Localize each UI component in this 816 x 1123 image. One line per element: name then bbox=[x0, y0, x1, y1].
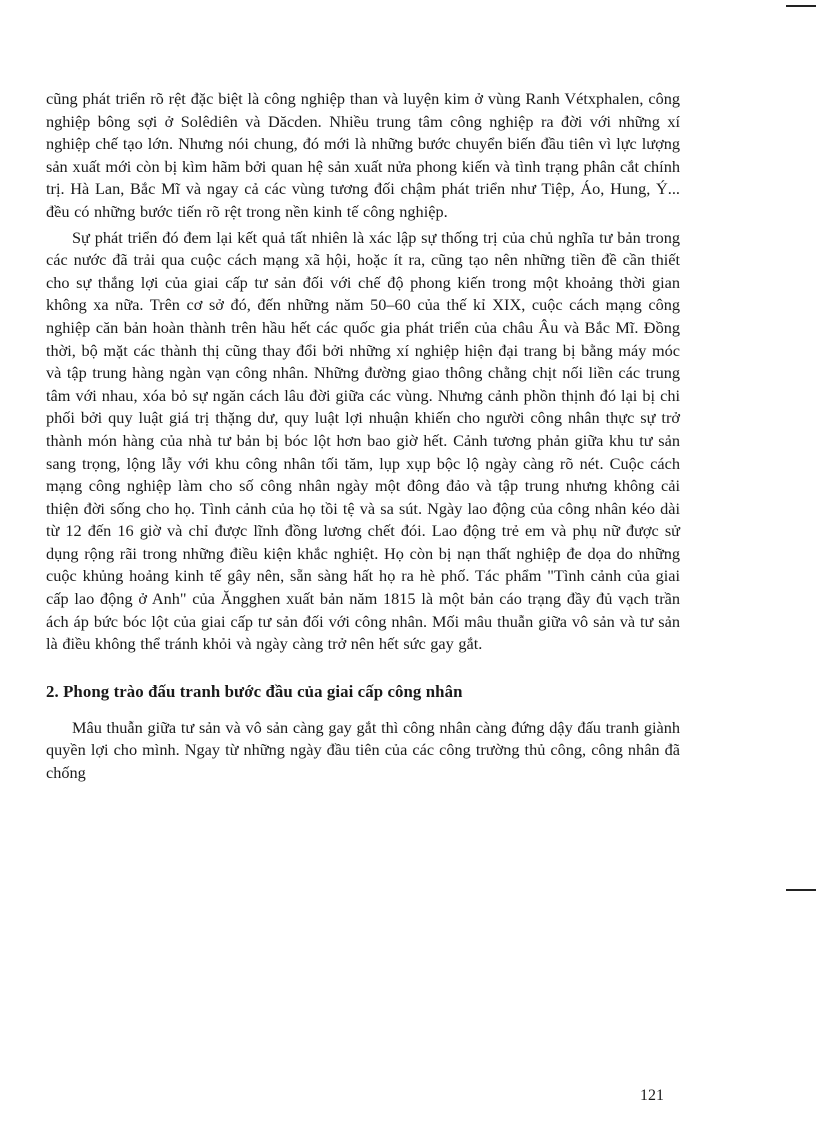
scan-edge-mark-top bbox=[786, 5, 816, 7]
paragraph-industrial-development: cũng phát triển rõ rệt đặc biệt là công nghiệp than và luyện kim ở vùng Ranh Vétxphalen, công nghiệp bông sợi ở Solêdiên và Dăcden. Nhiều trung tâm công nghiệp ra đời với những xí nghiệp chế tạo lớn. Nhưng nói chung, đó mới là những bước chuyển biến đầu tiên vì lực lượng sản xuất mới còn bị kìm hãm bởi quan hệ sản xuất nửa phong kiến và tình trạng phân cắt chính trị. Hà Lan, Bắc Mĩ và ngay cả các vùng tương đối chậm phát triển như Tiệp, Áo, Hung, Ý... đều có những bước tiến rõ rệt trong nền kinh tế công nghiệp. bbox=[46, 89, 680, 221]
paragraph-capitalism-consequences: Sự phát triển đó đem lại kết quả tất nhiên là xác lập sự thống trị của chủ nghĩa tư bản trong các nước đã trải qua cuộc cách mạng xã hội, hoặc ít ra, cũng tạo nên những tiền đề cần thiết cho sự thắng lợi của giai cấp tư sản đối với chế độ phong kiến trong một khoảng thời gian không xa nữa. Trên cơ sở đó, đến những năm 50–60 của thế kỉ XIX, cuộc cách mạng công nghiệp căn bản hoàn thành trên hầu hết các quốc gia phát triển của châu Âu và Bắc Mĩ. Đồng thời, bộ mặt các thành thị cũng thay đổi bởi những xí nghiệp hiện đại trang bị bằng máy móc và tập trung hàng ngàn vạn công nhân. Những đường giao thông chằng chịt nối liền các trung tâm với nhau, xóa bỏ sự ngăn cách lâu đời giữa các vùng. Nhưng cảnh phồn thịnh đó lại bị chi phối bởi quy luật giá trị thặng dư, quy luật lợi nhuận khiến cho người công nhân thực sự trở thành món hàng của nhà tư bản bị bóc lột hơn bao giờ hết. Cảnh tương phản giữa khu tư sản sang trọng, lộng lẫy với khu công nhân tối tăm, lụp xụp bộc lộ ngày càng rõ nét. Cuộc cách mạng công nghiệp làm cho số công nhân ngày một đông đảo và tập trung nhưng không cải thiện đời sống cho họ. Tình cảnh của họ tồi tệ và sa sút. Ngày lao động của công nhân kéo dài từ 12 đến 16 giờ và chỉ được lĩnh đồng lương chết đói. Lao động trẻ em và phụ nữ được sử dụng rộng rãi trong những điều kiện khắc nghiệt. Họ còn bị nạn thất nghiệp đe dọa do những cuộc khủng hoảng kinh tế gây nên, sẵn sàng hất họ ra hè phố. Tác phẩm "Tình cảnh của giai cấp lao động ở Anh" của Ăngghen xuất bản năm 1815 là một bản cáo trạng đầy đủ vạch trần ách áp bức bóc lột của giai cấp tư sản đối với công nhân. Mối mâu thuẫn giữa vô sản và tư sản là điều không thể tránh khỏi và ngày càng trở nên hết sức gay gắt. bbox=[46, 227, 680, 654]
section-heading: 2. Phong trào đấu tranh bước đầu của giai cấp công nhân bbox=[46, 681, 463, 701]
scan-edge-mark-middle bbox=[786, 889, 816, 891]
page-number: 121 bbox=[640, 1087, 664, 1104]
page-body bbox=[46, 88, 680, 785]
paragraph-worker-struggle: Mâu thuẫn giữa tư sản và vô sản càng gay gắt thì công nhân càng đứng dậy đấu tranh giành quyền lợi cho mình. Ngay từ những ngày đầu tiên của các công trường thủ công, công nhân đã chống bbox=[46, 717, 680, 783]
